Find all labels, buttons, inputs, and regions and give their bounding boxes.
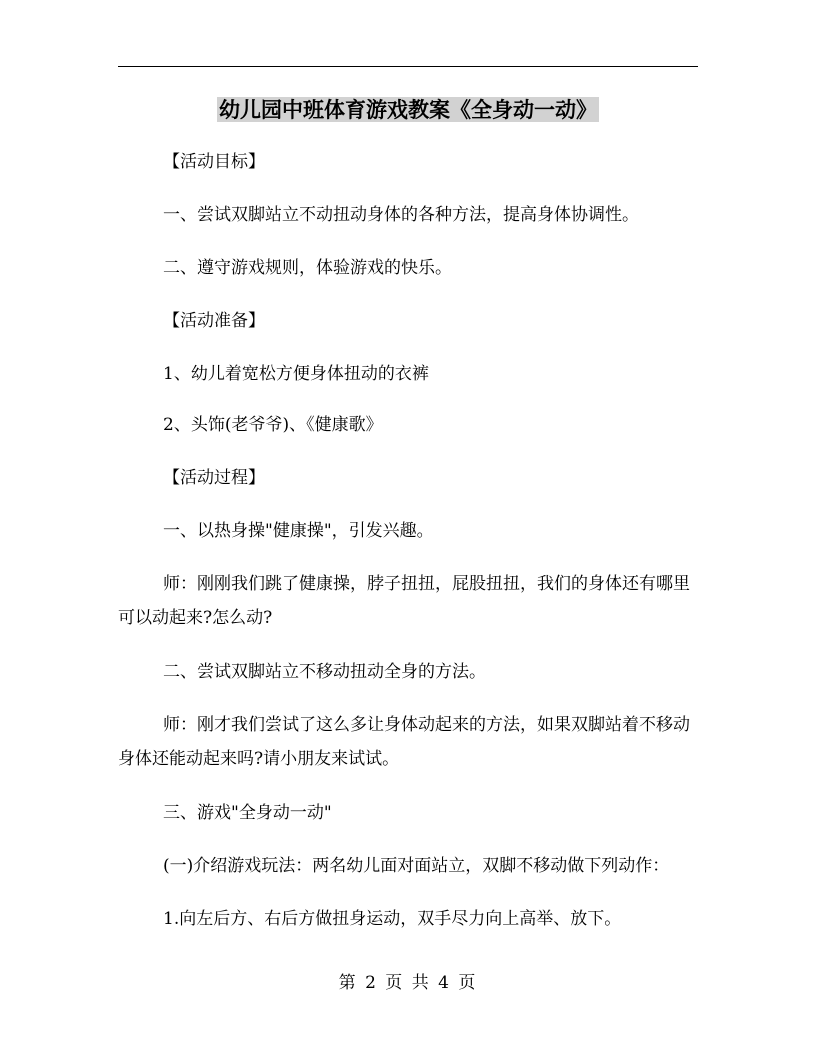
goal-item-2: 二、遵守游戏规则，体验游戏的快乐。: [163, 258, 452, 278]
process-step-3: 三、游戏"全身动一动": [163, 803, 332, 823]
goal-item-1: 一、尝试双脚站立不动扭动身体的各种方法，提高身体协调性。: [163, 205, 639, 225]
process-step-1: 一、以热身操"健康操"，引发兴趣。: [163, 521, 434, 541]
heading-activity-preparation: 【活动准备】: [163, 311, 265, 331]
process-step-2: 二、尝试双脚站立不移动扭动全身的方法。: [163, 662, 486, 682]
teacher-prompt-2: 师：刚才我们尝试了这么多让身体动起来的方法，如果双脚站着不移动身体还能动起来吗?请小朋友来试试。: [118, 715, 690, 769]
teacher-prompt-1: 师：刚刚我们跳了健康操，脖子扭扭，屁股扭扭，我们的身体还有哪里可以动起来?怎么动?: [118, 574, 690, 628]
preparation-item-1: 1、幼儿着宽松方便身体扭动的衣裤: [163, 364, 429, 384]
document-title-text: 幼儿园中班体育游戏教案《全身动一动》: [219, 97, 597, 122]
heading-activity-process: 【活动过程】: [163, 468, 265, 488]
game-rules-intro: (一)介绍游戏玩法：两名幼儿面对面站立，双脚不移动做下列动作：: [163, 856, 670, 876]
heading-activity-goals: 【活动目标】: [163, 152, 265, 172]
document-title: [0, 96, 816, 124]
game-action-1: 1.向左后方、右后方做扭身运动，双手尽力向上高举、放下。: [163, 909, 622, 929]
header-rule: [118, 66, 698, 67]
page-number-footer: 第 2 页 共 4 页: [338, 973, 478, 993]
preparation-item-2: 2、头饰(老爷爷)、《健康歌》: [163, 415, 383, 435]
